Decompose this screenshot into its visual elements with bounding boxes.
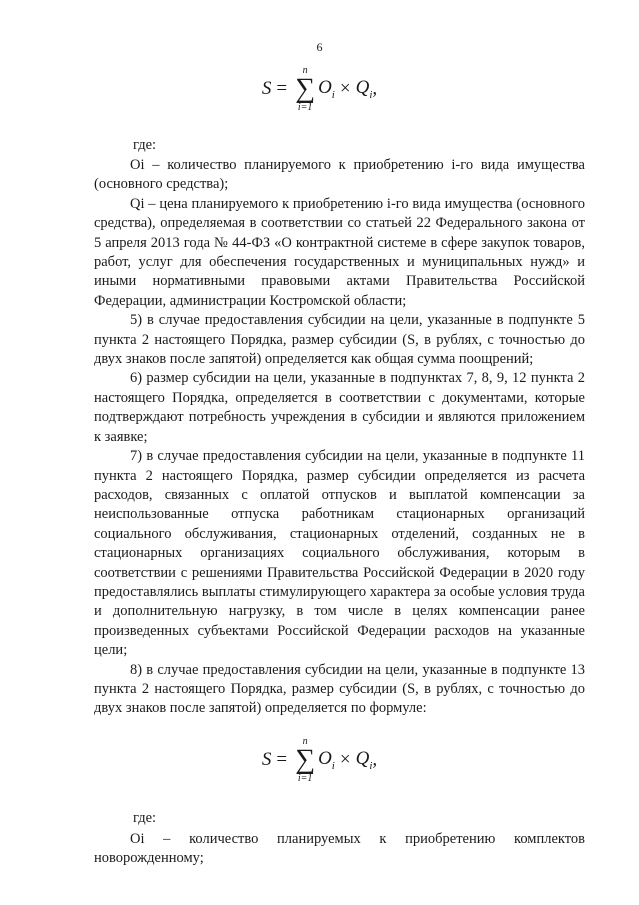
page-number: 6 [316, 40, 323, 54]
formula-lhs: S [261, 78, 272, 100]
paragraph-oi: Oi – количество планируемого к приобретению i-го вида имущества (основного средства); [94, 157, 585, 193]
paragraph-oi-kits: Oi – количество планируемых к приобретению комплектов новорожденному; [94, 831, 585, 867]
where-label: где: [133, 810, 157, 826]
paragraph-item-8: 8) в случае предоставления субсидии на цели, указанные в подпункте 13 пункта 2 настоящего Порядка, размер субсидии (S, в рублях, с точностью до двух знаков после запятой) определяется по формуле: [94, 661, 585, 717]
paragraph-item-6: 6) размер субсидии на цели, указанные в подпунктах 7, 8, 9, 12 пункта 2 настоящего Порядка, определяется в соответствии с документами, которые подтверждают потребность учреждения в субсидии и являются приложением к заявке; [94, 370, 585, 445]
paragraph-item-7: 7) в случае предоставления субсидии на цели, указанные в подпункте 11 пункта 2 настоящего Порядка, размер субсидии определяется из расчета расходов, связанных с оплатой отпусков и выплатой компенсации за неиспользованные отпуска работникам стационарных организаций социального обслуживания, стационарных отделений, созданных не в стационарных организациях социального обслуживания, которым в соответствии с решениями Правительства Российской Федерации в 2020 году предоставлялись выплаты стимулирующего характера за особые условия труда и дополнительную нагрузку, в том числе в целях компенсации ранее произведенных субъектами Российской Федерации расходов на указанные цели; [94, 448, 585, 659]
paragraph-qi: Qi – цена планируемого к приобретению i-го вида имущества (основного средства), определяемая в соответствии со статьей 22 Федерального закона от 5 апреля 2013 года № 44-ФЗ «О контрактной системе в сфере закупок товаров, работ, услуг для обеспечения государственных и муниципальных нужд» и иными нормативными правовыми актами Правительства Российской Федерации, администрации Костромской области; [94, 195, 585, 309]
formula-1: S = n ∑ i=1 $O_i$ × $Q_i$ , [261, 65, 378, 113]
paragraph-item-5: 5) в случае предоставления субсидии на цели, указанные в подпункте 5 пункта 2 настоящего Порядка, размер субсидии (S, в рублях, с точностью до двух знаков после запятой) определяется как общая сумма поощрений; [94, 312, 585, 368]
summation-symbol: n ∑ i=1 [295, 65, 316, 113]
formula-2: S = n ∑ i=1 $O_i$ × $Q_i$ , [261, 736, 378, 784]
formula-term-q: $Q_i$ [355, 77, 373, 102]
formula-term-o: $O_i$ [318, 748, 335, 773]
formula-term-o: $O_i$ [318, 77, 335, 102]
document-body [94, 156, 585, 719]
document-body-continued [94, 830, 585, 869]
summation-symbol: n ∑ i=1 [295, 736, 316, 784]
formula-term-q: $Q_i$ [355, 748, 373, 773]
where-label: где: [133, 137, 157, 153]
